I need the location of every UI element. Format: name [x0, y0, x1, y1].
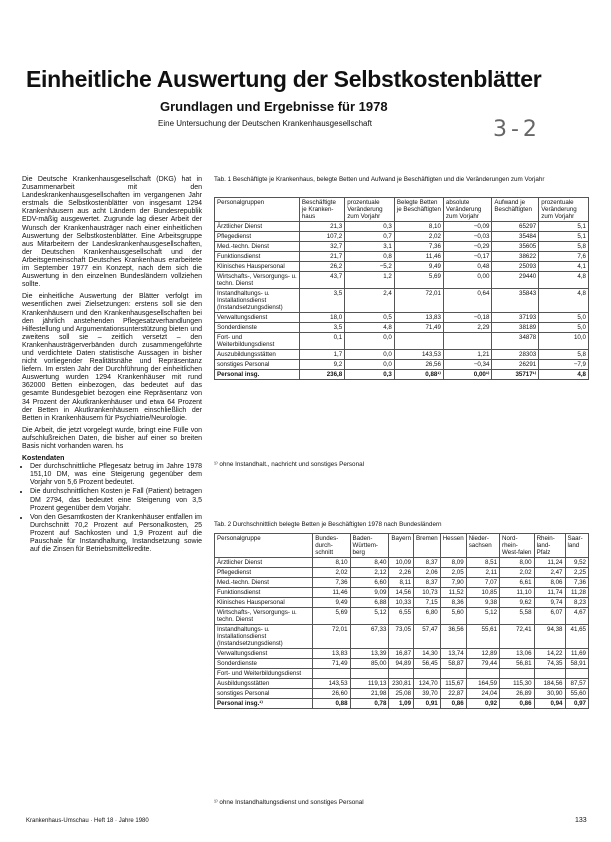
value-cell: 94,89	[389, 659, 414, 669]
row-label-cell: Sonderdienste	[215, 323, 300, 333]
value-cell: 24,04	[466, 689, 499, 699]
row-label-cell: sonstiges Personal	[215, 360, 300, 370]
value-cell: 7,15	[414, 598, 441, 608]
value-cell: 6,60	[350, 578, 389, 588]
value-cell: 94,38	[534, 625, 565, 649]
value-cell: 32,7	[299, 242, 344, 252]
value-cell: 39,70	[414, 689, 441, 699]
value-cell: −0,29	[443, 242, 491, 252]
value-cell: 18,0	[299, 313, 344, 323]
value-cell: 0,88¹⁾	[394, 370, 443, 380]
value-cell: 0,0	[345, 333, 395, 350]
value-cell: 11,69	[565, 649, 589, 659]
value-cell: 143,53	[313, 679, 350, 689]
value-cell: 115,67	[440, 679, 466, 689]
value-cell: 34878	[492, 333, 539, 350]
table-row	[215, 598, 589, 608]
value-cell: 55,61	[466, 625, 499, 649]
value-cell: 28303	[492, 350, 539, 360]
handwritten-mark: 3-2	[493, 117, 541, 142]
table-row	[215, 558, 589, 568]
value-cell: 35717¹⁾	[492, 370, 539, 380]
table-row	[215, 625, 589, 649]
body-column	[22, 176, 202, 555]
value-cell: 5,58	[500, 608, 535, 625]
value-cell: 8,40	[350, 558, 389, 568]
article-subtitle: Grundlagen und Ergebnisse für 1978	[160, 99, 388, 114]
value-cell: 5,69	[313, 608, 350, 625]
value-cell: 79,44	[466, 659, 499, 669]
value-cell: 0,00¹⁾	[443, 370, 491, 380]
value-cell: 115,30	[500, 679, 535, 689]
value-cell: 7,90	[440, 578, 466, 588]
value-cell: 14,30	[414, 649, 441, 659]
column-header: Beschäftigte je Kranken-haus	[299, 198, 344, 222]
value-cell: 5,0	[539, 313, 589, 323]
value-cell: 72,01	[394, 289, 443, 313]
row-label-cell: Sonderdienste	[215, 659, 313, 669]
value-cell: 72,01	[313, 625, 350, 649]
value-cell: 11,74	[534, 588, 565, 598]
value-cell: 9,74	[534, 598, 565, 608]
value-cell: 0,86	[500, 699, 535, 709]
table-row	[215, 272, 589, 289]
value-cell: 7,36	[394, 242, 443, 252]
value-cell: 5,1	[539, 222, 589, 232]
value-cell: 8,23	[565, 598, 589, 608]
column-header: Bundes-durch-schnitt	[313, 534, 350, 558]
value-cell: 6,55	[389, 608, 414, 625]
value-cell: 26,89	[500, 689, 535, 699]
value-cell: 2,05	[440, 568, 466, 578]
value-cell: 7,36	[313, 578, 350, 588]
value-cell: 10,85	[466, 588, 499, 598]
row-label-cell: Med.-techn. Dienst	[215, 242, 300, 252]
table1-header-row	[215, 198, 589, 222]
value-cell: 5,12	[350, 608, 389, 625]
paragraph-intro: Die Deutsche Krankenhausgesellschaft (DKG) hat in Zusammenarbeit mit den Landeskrankenhausgesellschaften im vergangenen Jahr erstmals die Selbstkostenblätter von insgesamt 1294 Krankenhäusern aus acht Ländern der Bundesrepublik EDV-mäßig ausgewertet. Zugrunde lag dieser Arbeit der Wunsch der Krankenhausträger nach einer einheitlichen Auswertung der Selbstkostenblätter. Eine Arbeitsgruppe aus Mitarbeitern der Landeskrankenhausgesellschaften, der Deutschen Krankenhausgesellschaft und der Arbeitsgemeinschaft Deutsches Krankenhaus erarbeitete im September 1977 ein Konzept, nach dem sich die Auswertung in den einzelnen Bundesländern vollziehen sollte.	[22, 176, 202, 289]
value-cell	[350, 669, 389, 679]
value-cell: 8,06	[534, 578, 565, 588]
column-header: Saar-land	[565, 534, 589, 558]
journal-footer: Krankenhaus-Umschau · Heft 18 · Jahre 1980	[26, 818, 149, 824]
column-header: Personalgruppe	[215, 534, 313, 558]
column-header: Personalgruppen	[215, 198, 300, 222]
column-header: absolute Veränderung zum Vorjahr	[443, 198, 491, 222]
article-source-line: Eine Untersuchung der Deutschen Krankenhausgesellschaft	[158, 119, 372, 128]
row-label-cell: Instandhaltungs- u. Installationsdienst (Instandsetzungsdienst)	[215, 625, 313, 649]
value-cell: 29440	[492, 272, 539, 289]
value-cell: −0,34	[443, 360, 491, 370]
value-cell: 8,10	[313, 558, 350, 568]
row-label-cell: Instandhaltungs- u. Installationsdienst (Instandsetzungsdienst)	[215, 289, 300, 313]
value-cell: 43,7	[299, 272, 344, 289]
value-cell: 22,87	[440, 689, 466, 699]
value-cell: 87,57	[565, 679, 589, 689]
value-cell: 0,78	[350, 699, 389, 709]
row-label-cell: Fort- und Weiterbildungsdienst	[215, 669, 313, 679]
table-total-row	[215, 699, 589, 709]
table-row	[215, 262, 589, 272]
row-label-cell: Pflegedienst	[215, 232, 300, 242]
table-row	[215, 608, 589, 625]
value-cell	[394, 333, 443, 350]
value-cell: 58,91	[565, 659, 589, 669]
value-cell: 0,0	[345, 360, 395, 370]
list-item: • Die durchschnittlichen Kosten je Fall (Patient) betragen DM 2794, das bedeutet eine Steigerung von 3,5 Prozent gegenüber dem Vorjahr.	[30, 488, 202, 512]
value-cell: 11,28	[565, 588, 589, 598]
value-cell: 11,52	[440, 588, 466, 598]
value-cell: 10,09	[389, 558, 414, 568]
value-cell: 73,05	[389, 625, 414, 649]
value-cell: 9,52	[565, 558, 589, 568]
value-cell: 2,25	[565, 568, 589, 578]
value-cell: 8,10	[394, 222, 443, 232]
value-cell: 10,73	[414, 588, 441, 598]
value-cell: −0,17	[443, 252, 491, 262]
column-header: Hessen	[440, 534, 466, 558]
value-cell: 56,45	[414, 659, 441, 669]
value-cell: 9,62	[500, 598, 535, 608]
value-cell: 2,11	[466, 568, 499, 578]
value-cell: 2,06	[414, 568, 441, 578]
value-cell: 0,88	[313, 699, 350, 709]
column-header: Baden-Württem-berg	[350, 534, 389, 558]
value-cell: 5,0	[539, 323, 589, 333]
value-cell: 0,8	[345, 252, 395, 262]
value-cell: 30,90	[534, 689, 565, 699]
value-cell: 65297	[492, 222, 539, 232]
row-label-cell: Klinisches Hauspersonal	[215, 262, 300, 272]
value-cell: 11,46	[313, 588, 350, 598]
row-label-cell: Personal insg.¹⁾	[215, 699, 313, 709]
value-cell: 0,48	[443, 262, 491, 272]
value-cell: 2,47	[534, 568, 565, 578]
value-cell: 0,00	[443, 272, 491, 289]
paragraph-goals: Die einheitliche Auswertung der Blätter verfolgt im wesentlichen zwei Zielsetzungen: erstens soll sie den Krankenhäusern und den Krankenhausgesellschaften bei den jährlich anstehenden Pflegesatzverhandlungen Hilfestellung und Argumentationsunterstützung bieten und zweitens soll sie – zeitlich versetzt – den Krankenhausträgerverbänden durch zusammengeführte und verdichtete Daten statistische Aussagen in bisher nicht vorliegender Realitätsnähe und Repräsentanz liefern. Im ersten Jahr der Durchführung der einheitlichen Auswertung wurden 1294 Krankenhäuser mit rund 362000 Betten einbezogen, das bedeutet auf das gesamte Bundesgebiet bezogen eine Repräsentanz von 34 Prozent der Akutkrankenhäuser und etwa 64 Prozent der Betten in Akutkrankenhäusern einschließlich der Betten in Krankenhäusern für Psychiatrie/Neurologie.	[22, 293, 202, 422]
row-label-cell: sonstiges Personal	[215, 689, 313, 699]
value-cell: 164,59	[466, 679, 499, 689]
value-cell: 1,09	[389, 699, 414, 709]
table-total-row	[215, 370, 589, 380]
value-cell: 6,80	[414, 608, 441, 625]
value-cell: 9,49	[394, 262, 443, 272]
value-cell: 184,56	[534, 679, 565, 689]
column-header: Nord-rhein-West-falen	[500, 534, 535, 558]
table-row	[215, 222, 589, 232]
value-cell: 8,09	[440, 558, 466, 568]
value-cell: 5,60	[440, 608, 466, 625]
table-row	[215, 350, 589, 360]
value-cell: 2,29	[443, 323, 491, 333]
value-cell: 26291	[492, 360, 539, 370]
value-cell: −0,09	[443, 222, 491, 232]
cost-bullet-list	[22, 463, 202, 554]
column-header: prozentuale Veränderung zum Vorjahr	[345, 198, 395, 222]
value-cell	[313, 669, 350, 679]
value-cell: 35605	[492, 242, 539, 252]
value-cell: 8,37	[414, 578, 441, 588]
column-header: Belegte Betten je Beschäftigten	[394, 198, 443, 222]
value-cell: 7,6	[539, 252, 589, 262]
table-row	[215, 578, 589, 588]
row-label-cell: Personal insg.	[215, 370, 300, 380]
table1-caption: Tab. 1 Beschäftigte je Krankenhaus, belegte Betten und Aufwand je Beschäftigten und die Veränderungen zum Vorjahr	[214, 176, 545, 183]
value-cell: 11,10	[500, 588, 535, 598]
value-cell: 38189	[492, 323, 539, 333]
value-cell: 10,33	[389, 598, 414, 608]
table2	[214, 533, 589, 709]
row-label-cell: Pflegedienst	[215, 568, 313, 578]
value-cell: 38622	[492, 252, 539, 262]
value-cell: 16,87	[389, 649, 414, 659]
value-cell	[389, 669, 414, 679]
value-cell: 26,56	[394, 360, 443, 370]
section-heading-costs: Kostendaten	[22, 455, 65, 463]
value-cell: 26,60	[313, 689, 350, 699]
value-cell: 74,35	[534, 659, 565, 669]
value-cell: −7,9	[539, 360, 589, 370]
value-cell: 12,89	[466, 649, 499, 659]
value-cell: 4,1	[539, 262, 589, 272]
value-cell: 11,46	[394, 252, 443, 262]
table-row	[215, 659, 589, 669]
value-cell: 0,3	[345, 222, 395, 232]
row-label-cell: Ärztlicher Dienst	[215, 222, 300, 232]
value-cell: 3,5	[299, 289, 344, 313]
article-title: Einheitliche Auswertung der Selbstkostenblätter	[26, 66, 542, 92]
value-cell: 67,33	[350, 625, 389, 649]
value-cell: 9,38	[466, 598, 499, 608]
table-row	[215, 689, 589, 699]
table-row	[215, 568, 589, 578]
value-cell: 3,1	[345, 242, 395, 252]
value-cell: 0,7	[345, 232, 395, 242]
value-cell: 71,49	[313, 659, 350, 669]
value-cell: 5,8	[539, 350, 589, 360]
value-cell: 1,2	[345, 272, 395, 289]
value-cell: 0,94	[534, 699, 565, 709]
value-cell: 107,2	[299, 232, 344, 242]
value-cell: 0,97	[565, 699, 589, 709]
value-cell: 13,39	[350, 649, 389, 659]
value-cell: 2,02	[500, 568, 535, 578]
row-label-cell: Ausbildungsstätten	[215, 679, 313, 689]
value-cell: 0,3	[345, 370, 395, 380]
value-cell	[466, 669, 499, 679]
table-row	[215, 252, 589, 262]
row-label-cell: Funktionsdienst	[215, 252, 300, 262]
value-cell: 13,83	[313, 649, 350, 659]
value-cell: 13,83	[394, 313, 443, 323]
value-cell: 1,7	[299, 350, 344, 360]
row-label-cell: Wirtschafts-, Versorgungs- u. techn. Dienst	[215, 272, 300, 289]
value-cell: 10,0	[539, 333, 589, 350]
value-cell: 143,53	[394, 350, 443, 360]
row-label-cell: Fort- und Weiterbildungsdienst	[215, 333, 300, 350]
value-cell: 4,8	[539, 289, 589, 313]
table2-footnote: ¹⁾ ohne Instandhaltungsdienst und sonstiges Personal	[214, 799, 364, 806]
value-cell: 5,8	[539, 242, 589, 252]
table-row	[215, 588, 589, 598]
row-label-cell: Ärztlicher Dienst	[215, 558, 313, 568]
table2-caption: Tab. 2 Durchschnittlich belegte Betten je Beschäftigten 1978 nach Bundesländern	[214, 521, 442, 528]
value-cell: 2,4	[345, 289, 395, 313]
table-row	[215, 333, 589, 350]
value-cell: 21,7	[299, 252, 344, 262]
value-cell: 2,02	[394, 232, 443, 242]
value-cell: 7,07	[466, 578, 499, 588]
table-row	[215, 242, 589, 252]
row-label-cell: Funktionsdienst	[215, 588, 313, 598]
value-cell: 8,11	[389, 578, 414, 588]
value-cell: 8,51	[466, 558, 499, 568]
row-label-cell: Med.-techn. Dienst	[215, 578, 313, 588]
value-cell: 11,24	[534, 558, 565, 568]
table-row	[215, 289, 589, 313]
value-cell: 37193	[492, 313, 539, 323]
value-cell: 72,41	[500, 625, 535, 649]
value-cell: 4,8	[539, 272, 589, 289]
value-cell: 2,02	[313, 568, 350, 578]
author-initials: hs	[115, 443, 124, 450]
value-cell: 6,07	[534, 608, 565, 625]
value-cell: 14,22	[534, 649, 565, 659]
row-label-cell: Wirtschafts-, Versorgungs- u. techn. Dienst	[215, 608, 313, 625]
value-cell: 8,37	[414, 558, 441, 568]
table-row	[215, 323, 589, 333]
value-cell: −5,2	[345, 262, 395, 272]
value-cell: 4,8	[345, 323, 395, 333]
table-row	[215, 669, 589, 679]
value-cell: 1,21	[443, 350, 491, 360]
value-cell	[565, 669, 589, 679]
value-cell: 25093	[492, 262, 539, 272]
table-row	[215, 679, 589, 689]
value-cell: 5,12	[466, 608, 499, 625]
value-cell: 36,56	[440, 625, 466, 649]
table-row	[215, 313, 589, 323]
value-cell: 13,06	[500, 649, 535, 659]
value-cell	[443, 333, 491, 350]
value-cell: 71,49	[394, 323, 443, 333]
value-cell: 230,81	[389, 679, 414, 689]
value-cell: 35484	[492, 232, 539, 242]
value-cell: 21,3	[299, 222, 344, 232]
value-cell: 0,91	[414, 699, 441, 709]
value-cell: 0,64	[443, 289, 491, 313]
value-cell	[534, 669, 565, 679]
table-row	[215, 232, 589, 242]
value-cell: 9,09	[350, 588, 389, 598]
value-cell: 85,00	[350, 659, 389, 669]
table-row	[215, 649, 589, 659]
value-cell: 58,87	[440, 659, 466, 669]
value-cell: 0,86	[440, 699, 466, 709]
value-cell: 2,12	[350, 568, 389, 578]
value-cell	[500, 669, 535, 679]
value-cell: 3,5	[299, 323, 344, 333]
value-cell: −0,18	[443, 313, 491, 323]
column-header: Nieder-sachsen	[466, 534, 499, 558]
column-header: prozentuale Veränderung zum Vorjahr	[539, 198, 589, 222]
value-cell: 0,92	[466, 699, 499, 709]
list-item: • Der durchschnittliche Pflegesatz betrug im Jahre 1978 151,10 DM, was eine Steigerung gegenüber dem Vorjahr von 5,6 Prozent bedeutet.	[30, 463, 202, 487]
row-label-cell: Verwaltungsdienst	[215, 649, 313, 659]
value-cell: 8,00	[500, 558, 535, 568]
page-number: 133	[575, 817, 587, 824]
value-cell: 119,13	[350, 679, 389, 689]
value-cell: 124,70	[414, 679, 441, 689]
value-cell: 25,08	[389, 689, 414, 699]
table-row	[215, 360, 589, 370]
list-item: • Von den Gesamtkosten der Krankenhäuser entfallen im Durchschnitt 70,2 Prozent auf Personalkosten, 25 Prozent auf Sachkosten und 1,9 Prozent auf die Pauschale für Instandhaltung, Instandsetzung sowie auf die Zinsen für Betriebsmittelkredite.	[30, 514, 202, 554]
value-cell: 14,56	[389, 588, 414, 598]
row-label-cell: Klinisches Hauspersonal	[215, 598, 313, 608]
paragraph-conclusion: Die Arbeit, die jetzt vorgelegt wurde, bringt eine Fülle von aufschlußreichen Daten, die bisher auf einer so breiten Basis nicht vorhanden waren. hs	[22, 426, 202, 450]
value-cell: 9,2	[299, 360, 344, 370]
value-cell: 5,1	[539, 232, 589, 242]
table1-footnote: ¹⁾ ohne Instandhalt., nachricht und sonstiges Personal	[214, 461, 364, 468]
value-cell: 6,61	[500, 578, 535, 588]
value-cell: 13,74	[440, 649, 466, 659]
row-label-cell: Verwaltungsdienst	[215, 313, 300, 323]
value-cell: 9,49	[313, 598, 350, 608]
table2-header-row	[215, 534, 589, 558]
column-header: Rhein-land-Pfalz	[534, 534, 565, 558]
column-header: Bayern	[389, 534, 414, 558]
value-cell: 236,8	[299, 370, 344, 380]
value-cell: 8,36	[440, 598, 466, 608]
value-cell: 55,60	[565, 689, 589, 699]
value-cell: 21,98	[350, 689, 389, 699]
column-header: Bremen	[414, 534, 441, 558]
column-header: Aufwand je Beschäftigten	[492, 198, 539, 222]
value-cell: 4,67	[565, 608, 589, 625]
value-cell: 2,26	[389, 568, 414, 578]
value-cell: 57,47	[414, 625, 441, 649]
value-cell: 0,0	[345, 350, 395, 360]
value-cell: 26,2	[299, 262, 344, 272]
value-cell: 0,5	[345, 313, 395, 323]
value-cell: 5,69	[394, 272, 443, 289]
value-cell: 41,65	[565, 625, 589, 649]
value-cell: 0,1	[299, 333, 344, 350]
value-cell	[440, 669, 466, 679]
value-cell: −0,03	[443, 232, 491, 242]
value-cell: 7,36	[565, 578, 589, 588]
value-cell: 6,88	[350, 598, 389, 608]
row-label-cell: Auszubildungsstätten	[215, 350, 300, 360]
table1	[214, 197, 589, 380]
value-cell: 4,8	[539, 370, 589, 380]
value-cell: 56,81	[500, 659, 535, 669]
value-cell: 35843	[492, 289, 539, 313]
value-cell	[414, 669, 441, 679]
